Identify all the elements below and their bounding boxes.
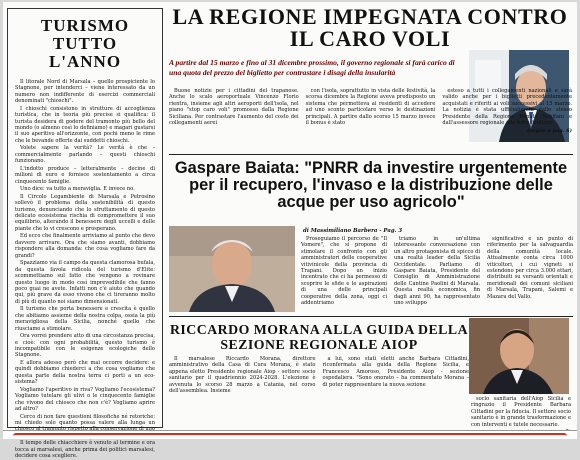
sidebar-paragraph: Cerco di non fare questioni filosofiche né retoriche: mi chiedo solo quanto possa valere alla lunga un [15,413,155,426]
lead-subhead: A partire dal 15 marzo e fino al 31 dicembre prossimo, il governo regionale si farà carico di una quota del prezzo del biglietto per contrastare i disagi della insularità [169,58,455,77]
sidebar-paragraph: Il turismo che porta benessere e crescita è quello che abitiamo assieme della nostra colpa, ossia la più meravigliosa della Sicilia, nonché quello che riusciamo a stimolare. [15,306,155,332]
lead-column-text: esteso a tutti i collegamenti nazionali e sarà valido anche per i biglietti precedentemente acquistati e riferiti ai voli successivi al 15 marzo. La notizia è stata ufficializzata dallo stesso Presidente della Regione Renato Schifani e dall'assessore regionale alle Infrastrutture [442,88,573,127]
lead-headline-block [167,6,573,50]
morana-side-column [471,396,571,426]
sidebar-paragraph: Ora vorrei prendere atto di una circostanza precisa, e cioè: con ogni probabilità, questo turismo è incompatibile con le esigenze ecologiche dello Stagnone. [15,333,155,359]
lead-continuation-ref[interactable]: (segue a pag. 6) [527,127,573,134]
newspaper-page [3,2,577,460]
portrait-image [469,318,569,394]
sidebar-paragraph: Volete sapere la verità? Le verità è che – commercialmente parlando – questi chioschi funzionano. [15,145,155,165]
footer-ad-border [13,433,567,440]
baiata-column-text: triamo in un'ultima interessante conversazione con un altro protagonista di spicco di una realtà leader della Sicilia Occidentale. Parliamo di Gaspare Baiata, Presidente del Consiglio di Amministrazione delle Cantine Paolini di Marsala. Questa realtà economica, fin dagli anni 90, ha rappresentato uno sviluppo [394,236,480,307]
morana-column [169,356,316,426]
sidebar-paragraph: Il litorale Nord di Marsala – quello prospiciente lo Stagnone, per intenderci – viene interessato da un numero non indifferente di esercizi commerciali denominati "chioschi". [15,79,155,105]
morana-column [323,356,470,426]
sidebar-paragraph: L'indotto produce – letteralmente – decine di milioni di euro e fornisce sostentamento a circa cinquecento famiglie. [15,165,155,185]
baiata-photo [169,226,295,312]
sidebar-paragraph: Spazziamo via il campo da questa clamorosa bufala, da questa favola ridicola del turismo d'Elite: scommettiamo sul fatto che vengono a rovinare questo luogo in modo così imprevedibile che fanno poco guai ne avete. Infatti non c'è aiuto che quando qui, più grave da esso vivono che ci tireranno molto di più di quanto noi siamo dimensionati. [15,260,155,305]
morana-photo [469,318,569,394]
sidebar-body [15,79,155,460]
section-divider [169,316,573,317]
lead-column [169,88,299,150]
lead-column [306,88,436,150]
baiata-byline: di Massimiliano Barbera - Pag. 3 [303,228,403,234]
morana-column [471,396,571,426]
baiata-column-text: significativo e un punto di riferimento per la salvaguardia della comunità locale. Attualmente conta circa 1000 viticoltori, i cui vigneti si estendono per circa 3.000 ettari, distribuiti su versanti orientali e meridionali dei comuni siciliani di Marsala, Trapani, Salemi e Mazara del Vallo. [487,236,573,300]
lead-column [442,88,572,150]
sidebar-paragraph: Ed ecco che finalmente arriviamo al punto che devo davvero arrivare. Ora che siamo avanti, dobbiamo rispondere alla domanda: che cosa vogliamo fare da grandi? [15,233,155,259]
baiata-column-text: Proseguiamo il percorso de "Il Vomere", che si propone di stimolare il confronto con gli amministratori delle cooperative vitivinicole della provincia di Trapani. Dopo un inizio incentrato che ci ha permesso di scoprire le sfide e le aspirazioni di una delle principali cooperative della zona, oggi ci addentriamo [301,236,387,307]
baiata-column [487,236,573,314]
portrait-image [169,226,295,312]
sidebar-paragraph: Uno dice: va tutto a meraviglia. E invece no. [20,186,135,193]
morana-headline[interactable]: RICCARDO MORANA ALLA GUIDA DELLA SEZIONE REGIONALE AIOP [169,322,469,352]
sidebar-paragraph: Il Circolo Legambiente di Marsala e Petrosino sollevò il problema della sostenibilità di questo turismo, denunciando che lo sfruttamento di questo delicato ecosistema rischia di compromettere il suo equilibrio, alterando il benessere degli uccelli e delle piante che lo vi crescono e prosperano. [15,193,155,232]
baiata-headline[interactable]: Gaspare Baiata: "PNRR da investire urgentemente per il recupero, l'invaso e la distribuzione delle acque per uso agricolo" [174,159,568,211]
lead-column-text: con l'isola, soprattutto in vista delle festività, la scorsa dicembre la Regione aveva predisposto un sistema che permetteva ai residenti di accedere ad uno sconto particolare verso le destinazioni principali. A partire dallo scorso 15 marzo invece il bonus è stato [305,88,436,127]
sidebar-paragraph: I chioschi consistono in strutture di accoglienza turistica, che in teoria più precise si qualifica: il turista desidera di godere del tramonto più bello del mondo (o almeno così lo definiamo) e magari gustarsi il suo aperitivo all'orizzonte, con pochi meno le rime che le bevande offerte dai suddetti chioschi. [15,105,155,144]
editorial-sidebar [7,8,163,460]
sidebar-paragraph: Vogliamo l'aperitivo in riva? Vogliamo l'ecosistema? Vogliamo tutelare gli ulivi o le cinquecento famiglie che vivono del chiosco che non c'è? Vogliamo aprire ad altro? [15,386,155,412]
morana-column-text: a lui, sono stati eletti anche Barbara Cittadini, riconfermata alla guida della Regione Sicilia, e Francesco Amoroso, Presidente Aiop - sezione ospedaliera. "Sono onorato – ha commentato Morana – di poter rappresentare la nuova sezione [322,356,469,388]
lead-headline[interactable]: LA REGIONE IMPEGNATA CONTRO IL CARO VOLI [172,4,568,51]
baiata-article-columns [301,236,573,314]
baiata-column [394,236,480,314]
lead-article-columns [169,88,572,150]
lead-column-text: Buone notizie per i cittadini del trapanese. Anche lo scalo aeroportuale Vincenzo Florio rientra, insieme agli altri aeroporti dell'isola, nel piano "stop caro voli" promosso dalla Regione Siciliana. Per contrastare l'aumento del costo dei collegamenti aerei [169,88,299,127]
footer-band [3,430,577,439]
sidebar-paragraph: Il tempo delle chiacchiere è venuto al termine e ora tocca ai marsalesi, anche prima dei politici marsalesi, decidere cosa scegliere. [15,440,155,460]
sidebar-title: TURISMO TUTTO L'ANNO [40,16,130,71]
morana-column-text: socio sanitaria dell'Aiop Sicilia e ringrazio il Presidente Barbara Cittadini per la fiducia. Il settore socio sanitario è in grande trasformazione e con interventi e tutele necessarie. [471,396,571,428]
morana-column-text: Il marsalese Riccardo Morana, direttore amministrativo della Casa di Cura Morana, è stato appena eletto Presidente regionale Aiop - settore socio sanitario per il quadriennio 2024-2028. L'elezione è avvenuta lo scorso 28 marzo a Catania, nel corso dell'assemblea. Insieme [169,356,316,395]
baiata-column [301,236,387,314]
sidebar-paragraph: E allora adesso però che mai occorre decidere: e quindi dobbiamo chiederci a che cosa vogliamo che questa parte della nostra terra ci porti a un eco-sistema? [15,359,155,386]
morana-article-columns [169,356,469,426]
section-divider [169,154,573,155]
